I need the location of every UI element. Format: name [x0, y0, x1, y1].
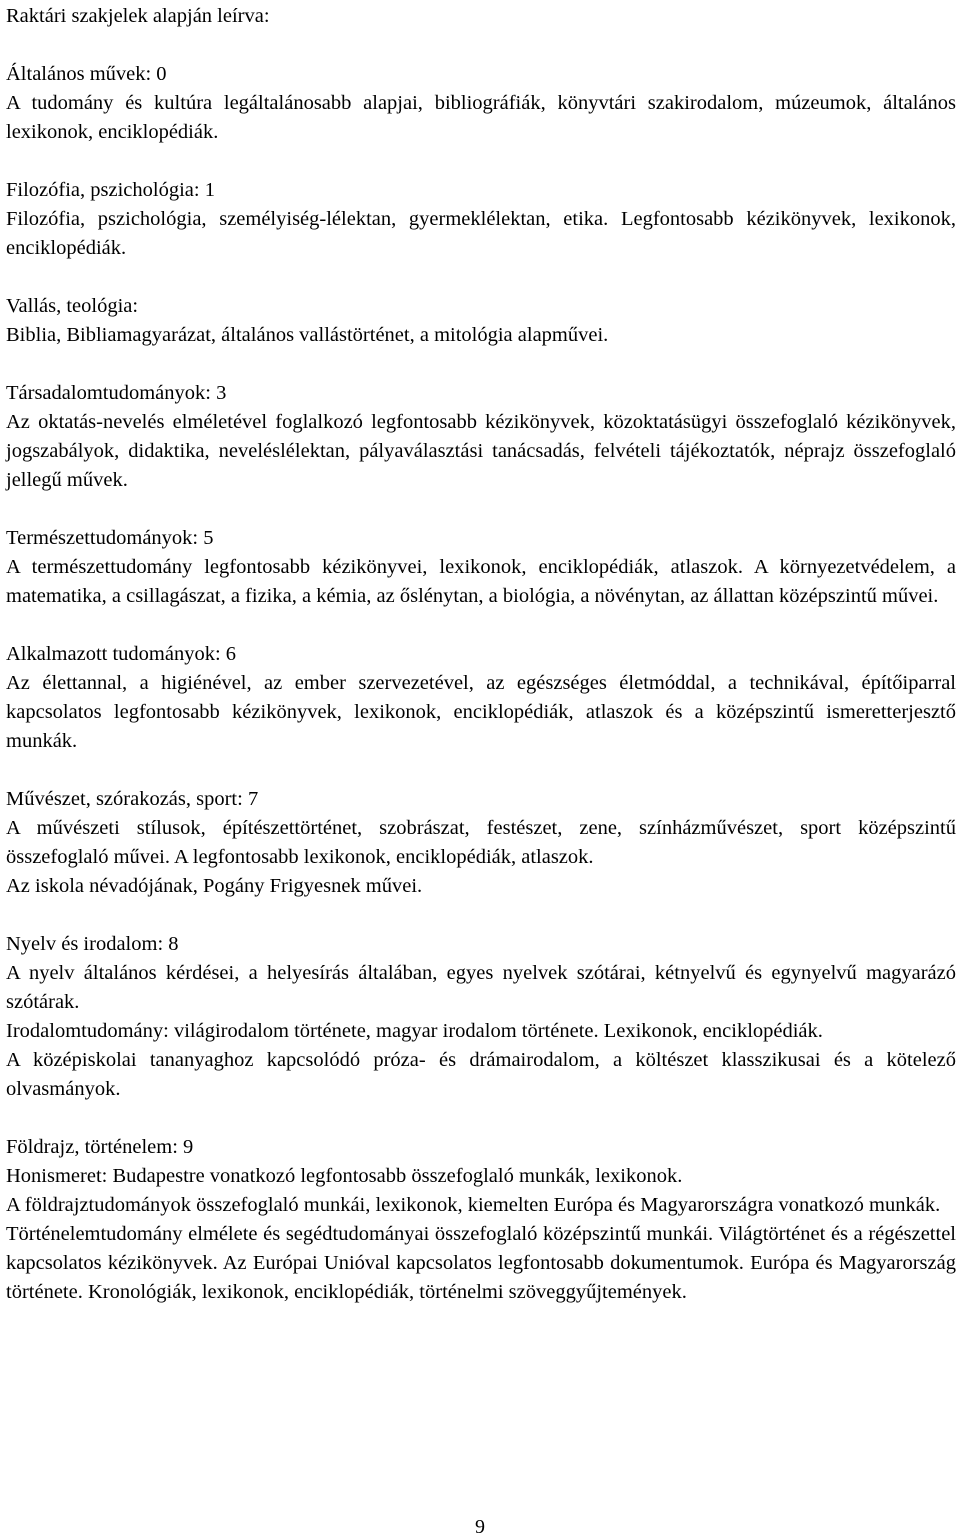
section-paragraph: Filozófia, pszichológia, személyiség-lélektan, gyermeklélektan, etika. Legfontosabb kézikönyvek, lexikonok, enciklopédiák. — [6, 208, 956, 259]
section-paragraph: A nyelv általános kérdései, a helyesírás általában, egyes nyelvek szótárai, kétnyelvű és egynyelvű magyarázó szótárak. — [6, 962, 956, 1013]
section-title: Általános művek: 0 — [6, 63, 167, 85]
section-paragraph: A tudomány és kultúra legáltalánosabb alapjai, bibliográfiák, könyvtári szakirodalom, múzeumok, általános lexikonok, enciklopédiák. — [6, 92, 956, 143]
section-philosophy — [6, 176, 956, 263]
document-page — [6, 0, 956, 1307]
section-title: Társadalomtudományok: 3 — [6, 382, 227, 404]
section-religion — [6, 292, 956, 350]
page-heading: Raktári szakjelek alapján leírva: — [6, 5, 270, 27]
section-title: Művészet, szórakozás, sport: 7 — [6, 788, 259, 810]
section-social-sciences — [6, 379, 956, 495]
section-paragraph: A természettudomány legfontosabb kézikönyvei, lexikonok, enciklopédiák, atlaszok. A környezetvédelem, a matematika, a csillagászat, a fizika, a kémia, az őslénytan, a biológia, a növénytan, az állattan középszintű művei. — [6, 556, 956, 607]
section-applied-sciences — [6, 640, 956, 756]
section-title: Alkalmazott tudományok: 6 — [6, 643, 237, 665]
section-general — [6, 60, 956, 147]
section-paragraph: A földrajztudományok összefoglaló munkái, lexikonok, kiemelten Európa és Magyarországra vonatkozó munkák. — [6, 1194, 941, 1216]
section-paragraph: Biblia, Bibliamagyarázat, általános vallástörténet, a mitológia alapművei. — [6, 324, 609, 346]
section-title: Földrajz, történelem: 9 — [6, 1136, 194, 1158]
section-paragraph: Az élettannal, a higiénével, az ember szervezetével, az egészséges életmóddal, a technikával, építőiparral kapcsolatos legfontosabb kézikönyvek, lexikonok, enciklopédiák, atlaszok és a középszintű ismeretterjesztő munkák. — [6, 672, 956, 752]
section-paragraph: Az oktatás-nevelés elméletével foglalkozó legfontosabb kézikönyvek, közoktatásügyi összefoglaló kézikönyvek, jogszabályok, didaktika, neveléslélektan, pályaválasztási tanácsadás, felvételi tájékoztatók, néprajz összefoglaló jellegű művek. — [6, 411, 956, 491]
section-paragraph: Honismeret: Budapestre vonatkozó legfontosabb összefoglaló munkák, lexikonok. — [6, 1165, 683, 1187]
section-paragraph: A középiskolai tananyaghoz kapcsolódó próza- és drámairodalom, a költészet klasszikusai és a kötelező olvasmányok. — [6, 1049, 956, 1100]
section-title: Nyelv és irodalom: 8 — [6, 933, 179, 955]
section-paragraph: Történelemtudomány elmélete és segédtudományai összefoglaló középszintű munkái. Világtörténet és a régészettel kapcsolatos kézikönyvek. Az Európai Unióval kapcsolatos legfontosabb dokumentumok. Európa és Magyarország története. Kronológiák, lexikonok, enciklopédiák, történelmi szöveggyűjtemények. — [6, 1223, 956, 1303]
section-title: Filozófia, pszichológia: 1 — [6, 179, 215, 201]
section-title: Természettudományok: 5 — [6, 527, 214, 549]
section-language-literature — [6, 930, 956, 1104]
section-natural-sciences — [6, 524, 956, 611]
section-paragraph: A művészeti stílusok, építészettörténet, szobrászat, festészet, zene, színházművészet, sport középszintű összefoglaló művei. A legfontosabb lexikonok, enciklopédiák, atlaszok. — [6, 817, 956, 868]
page-number: 9 — [475, 1516, 485, 1538]
section-paragraph: Irodalomtudomány: világirodalom története, magyar irodalom története. Lexikonok, enciklopédiák. — [6, 1020, 823, 1042]
section-geography-history — [6, 1133, 956, 1307]
section-arts-sport — [6, 785, 956, 901]
section-paragraph: Az iskola névadójának, Pogány Frigyesnek művei. — [6, 875, 423, 897]
section-title: Vallás, teológia: — [6, 295, 139, 317]
